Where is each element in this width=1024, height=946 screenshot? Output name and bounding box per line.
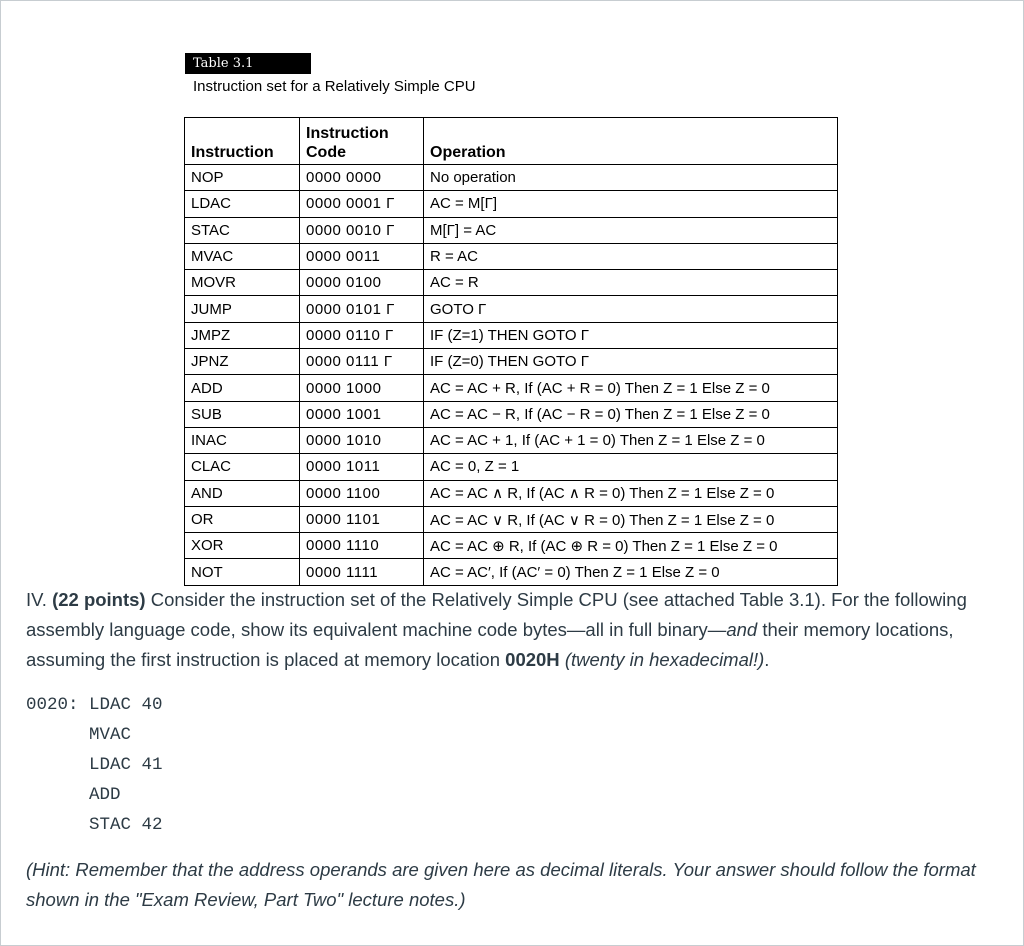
code-cell: 0000 1000: [300, 375, 424, 401]
instruction-cell: AND: [185, 480, 300, 506]
question-address: 0020H: [505, 649, 560, 670]
instruction-set-table: [184, 117, 838, 586]
instruction-cell: JMPZ: [185, 322, 300, 348]
code-cell: 0000 0001 Γ: [300, 191, 424, 217]
instruction-cell: NOP: [185, 165, 300, 191]
operation-cell: AC = R: [424, 270, 838, 296]
code-cell: 0000 0111 Γ: [300, 349, 424, 375]
operation-cell: GOTO Γ: [424, 296, 838, 322]
instruction-cell: INAC: [185, 427, 300, 453]
table-header-row: [185, 118, 838, 165]
instruction-cell: JUMP: [185, 296, 300, 322]
question-end: .: [764, 649, 770, 670]
operation-cell: AC = AC + R, If (AC + R = 0) Then Z = 1 Else Z = 0: [424, 375, 838, 401]
code-cell: 0000 1100: [300, 480, 424, 506]
instruction-cell: MOVR: [185, 270, 300, 296]
code-cell: 0000 0110 Γ: [300, 322, 424, 348]
instruction-cell: CLAC: [185, 454, 300, 480]
code-line: 0020: LDAC 40: [26, 695, 163, 715]
table-row: [185, 480, 838, 506]
operation-cell: AC = 0, Z = 1: [424, 454, 838, 480]
code-cell: 0000 0000: [300, 165, 424, 191]
question-address-note: (twenty in hexadecimal!): [564, 649, 765, 670]
table-row: [185, 191, 838, 217]
instruction-cell: OR: [185, 506, 300, 532]
instruction-cell: MVAC: [185, 243, 300, 269]
table-row: [185, 427, 838, 453]
table-row: [185, 559, 838, 585]
operation-cell: AC = AC′, If (AC′ = 0) Then Z = 1 Else Z = 0: [424, 559, 838, 585]
table-row: [185, 165, 838, 191]
code-cell: 0000 0010 Γ: [300, 217, 424, 243]
code-cell: 0000 0100: [300, 270, 424, 296]
operation-cell: AC = AC ∨ R, If (AC ∨ R = 0) Then Z = 1 Else Z = 0: [424, 506, 838, 532]
table-row: [185, 270, 838, 296]
question-text-part1: Consider the instruction set of the Relatively Simple CPU (see attached Table 3.1). For the following assembly language code, show its equivalent machine code bytes—all in full binary—: [26, 589, 967, 640]
instruction-cell: XOR: [185, 533, 300, 559]
instruction-cell: NOT: [185, 559, 300, 585]
table-row: [185, 454, 838, 480]
header-instruction: Instruction: [185, 118, 300, 165]
code-line: ADD: [26, 785, 121, 805]
instruction-cell: SUB: [185, 401, 300, 427]
header-operation: Operation: [424, 118, 838, 165]
header-instruction-code: [300, 118, 424, 165]
operation-cell: M[Γ] = AC: [424, 217, 838, 243]
operation-cell: R = AC: [424, 243, 838, 269]
table-row: [185, 349, 838, 375]
table-row: [185, 533, 838, 559]
table-row: [185, 506, 838, 532]
table-row: [185, 217, 838, 243]
table-row: [185, 401, 838, 427]
question-label: IV.: [26, 589, 47, 610]
table-row: [185, 296, 838, 322]
code-cell: 0000 1011: [300, 454, 424, 480]
question-points: (22 points): [52, 589, 146, 610]
operation-cell: AC = AC ⊕ R, If (AC ⊕ R = 0) Then Z = 1 Else Z = 0: [424, 533, 838, 559]
hint-text: (Hint: Remember that the address operands are given here as decimal literals. Your answer should follow the format shown in the "Exam Review, Part Two" lecture notes.): [26, 859, 976, 910]
header-code-line2: Code: [306, 144, 346, 161]
instruction-cell: LDAC: [185, 191, 300, 217]
code-cell: 0000 1111: [300, 559, 424, 585]
table-row: [185, 243, 838, 269]
code-cell: 0000 1101: [300, 506, 424, 532]
operation-cell: AC = AC − R, If (AC − R = 0) Then Z = 1 Else Z = 0: [424, 401, 838, 427]
code-line: MVAC: [26, 725, 132, 745]
code-cell: 0000 0101 Γ: [300, 296, 424, 322]
code-cell: 0000 1110: [300, 533, 424, 559]
question-text: [26, 585, 1001, 675]
table-row: [185, 322, 838, 348]
assembly-code-block: [26, 690, 163, 840]
operation-cell: IF (Z=0) THEN GOTO Γ: [424, 349, 838, 375]
operation-cell: No operation: [424, 165, 838, 191]
header-code-line1: Instruction: [306, 125, 389, 142]
table-row: [185, 375, 838, 401]
instruction-cell: ADD: [185, 375, 300, 401]
operation-cell: AC = M[Γ]: [424, 191, 838, 217]
instruction-cell: JPNZ: [185, 349, 300, 375]
code-cell: 0000 1010: [300, 427, 424, 453]
operation-cell: IF (Z=1) THEN GOTO Γ: [424, 322, 838, 348]
operation-cell: AC = AC + 1, If (AC + 1 = 0) Then Z = 1 Else Z = 0: [424, 427, 838, 453]
code-cell: 0000 0011: [300, 243, 424, 269]
operation-cell: AC = AC ∧ R, If (AC ∧ R = 0) Then Z = 1 Else Z = 0: [424, 480, 838, 506]
question-text-part2: their memory locations, assuming the first instruction is placed at memory location: [26, 619, 954, 670]
table-number-label: Table 3.1: [185, 53, 311, 74]
code-cell: 0000 1001: [300, 401, 424, 427]
table-title: Instruction set for a Relatively Simple CPU: [193, 78, 476, 95]
code-line: LDAC 41: [26, 755, 163, 775]
question-and-word: and: [726, 619, 758, 640]
code-line: STAC 42: [26, 815, 163, 835]
instruction-cell: STAC: [185, 217, 300, 243]
